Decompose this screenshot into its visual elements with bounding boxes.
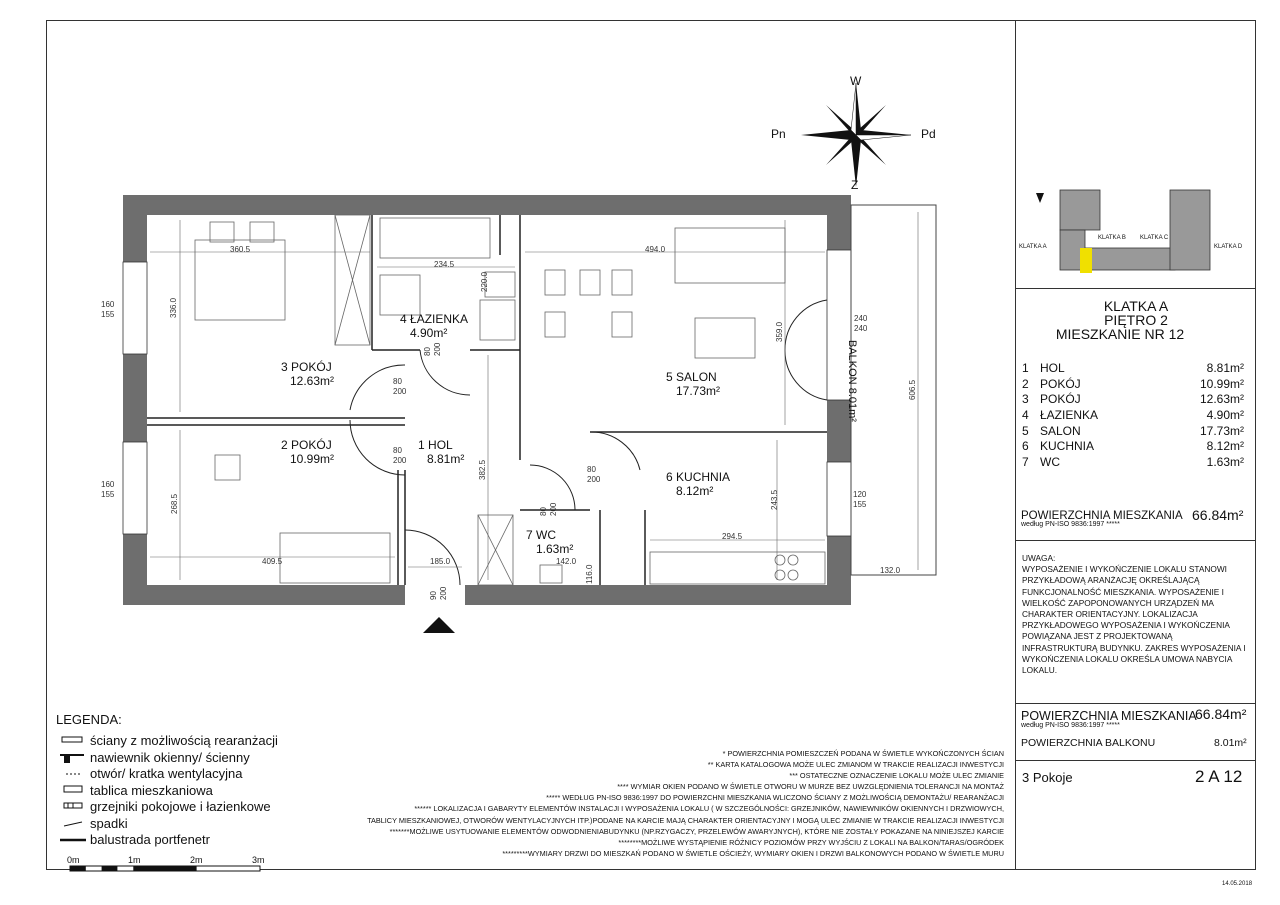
room-area-5: 17.73m²	[676, 384, 721, 398]
drawing-date: 14.05.2018	[1222, 881, 1253, 887]
legend-item: balustrada portfenetr	[56, 832, 278, 849]
scale-label: 0m	[67, 855, 80, 865]
footnote: *********WYMIARY DRZWI DO MIESZKAŃ PODANO W ŚWIETLE OŚCIEŻY, WYMIARY OKIEN I DRZWI BALKONOWYCH PODANO W ŚWIETLE MURU	[502, 848, 1004, 858]
footnote: *******MOŻLIWE USYTUOWANIE ELEMENTÓW ODWODNIENIABUDYNKU (NP.RZYGACZY, PRZELEWÓW AWARYJNYCH), KTÓRE NIE ZOSTAŁY POKAZANE NA NINIEJSZEJ KARCIE	[389, 826, 1004, 836]
room-label-6: 6 KUCHNIA	[666, 470, 731, 484]
key-plan-highlight	[1080, 248, 1092, 273]
dim-label: 160	[101, 480, 115, 489]
room-area-6: 8.12m²	[676, 484, 714, 498]
sidebar-klatka: KLATKA A	[1103, 298, 1169, 314]
room-area-1: 8.81m²	[427, 452, 465, 466]
footnote: ****** LOKALIZACJA I GABARYTY ELEMENTÓW INSTALACJI I WYPOSAŻENIA LOKALU ( W SZCZEGÓLNOŚCI: GRZEJNIKÓW, NAWIEWNIKÓW OKIENNYCH I DRZWIOWYCH,	[414, 804, 1004, 814]
dim-label: 268.5	[170, 493, 179, 514]
compass-south-label: Z	[851, 178, 859, 192]
dim-label: 200	[393, 456, 407, 465]
legend-item: otwór/ kratka wentylacyjna	[56, 766, 278, 783]
compass-icon	[801, 83, 911, 187]
dim-label: 234.5	[434, 260, 455, 269]
legend	[56, 712, 278, 849]
footnote: ** KARTA KATALOGOWA MOŻE ULEC ZMIANOM W TRAKCIE REALIZACJI INWESTYCJI	[707, 760, 1004, 770]
key-plan-label-c: KLATKA C	[1140, 235, 1169, 241]
rooms-table-row: 1 HOL 8.81m²	[1022, 360, 1244, 375]
rooms-table	[1022, 360, 1244, 470]
dim-label: 142.0	[556, 557, 577, 566]
legend-item: spadki	[56, 816, 278, 833]
scale-label: 2m	[190, 855, 203, 865]
sidebar-pietro: PIĘTRO 2	[1104, 312, 1168, 328]
dim-label: 200	[433, 342, 442, 356]
balcony-area-value: 8.01m²	[1214, 737, 1247, 749]
room-area-7: 1.63m²	[536, 542, 574, 556]
dim-label: 494.0	[645, 245, 666, 254]
dim-label: 220.0	[480, 271, 489, 292]
rooms-table-row: 2 POKÓJ 10.99m²	[1022, 376, 1244, 391]
total-area-label: POWIERZCHNIA MIESZKANIA	[1021, 510, 1183, 522]
dim-label: 200	[587, 475, 601, 484]
total-area-value: 66.84m²	[1192, 507, 1244, 523]
dim-label: 606.5	[908, 379, 917, 400]
dim-label: 200	[393, 387, 407, 396]
room-label-2: 2 POKÓJ	[281, 438, 332, 452]
trickle-vent-icon	[60, 750, 86, 766]
footnotes	[367, 748, 1004, 859]
balcony-label: BALKON 8.01m²	[846, 340, 858, 422]
rooms-table-row: 4 ŁAZIENKA 4.90m²	[1022, 407, 1244, 422]
dim-label: 200	[549, 502, 558, 516]
key-plan-label-a: KLATKA A	[1019, 244, 1047, 250]
balcony-area-label: POWIERZCHNIA BALKONU	[1021, 737, 1156, 749]
footnote: *** OSTATECZNE OZNACZENIE LOKALU MOŻE ULEC ZMIANIE	[789, 771, 1004, 781]
room-label-3: 3 POKÓJ	[281, 360, 332, 374]
key-plan-label-d: KLATKA D	[1214, 244, 1243, 250]
dim-label: 116.0	[585, 564, 594, 584]
dim-label: 409.5	[262, 557, 283, 566]
legend-item: grzejniki pokojowe i łazienkowe	[56, 799, 278, 816]
footnote: ********MOŻLIWE WYSTĄPIENIE RÓŻNICY POZIOMÓW PRZY WYJŚCIU Z LOKALI NA BALKON/TARAS/OGRÓDEK	[618, 837, 1004, 847]
dim-label: 243.5	[770, 489, 779, 510]
balustrade-icon	[60, 832, 86, 848]
compass-north-label: W	[850, 74, 862, 88]
vent-grille-icon	[60, 766, 86, 782]
key-north-arrow-icon	[1036, 193, 1044, 203]
key-plan-label-b: KLATKA B	[1098, 235, 1126, 241]
total-area-standard-2: według PN-ISO 9836:1997 *****	[1021, 722, 1120, 729]
rooms-table-row: 3 POKÓJ 12.63m²	[1022, 392, 1244, 407]
dim-label: 80	[393, 446, 402, 455]
footnote: TABLICY MIESZKANIOWEJ, OTWORÓW WENTYLACYJNYCH ITP.)PODANE NA KARCIE MAJĄ CHARAKTER ORIENTACYJNY I MOGĄ ULEC ZMIANIE W TRAKCIE REALIZACJI INWESTYCJI	[367, 815, 1004, 825]
compass-west-label: Pn	[771, 127, 786, 141]
dim-label: 80	[393, 377, 402, 386]
furniture	[195, 215, 825, 585]
dim-label: 382.5	[478, 459, 487, 480]
total-area-value-2: 66.84m²	[1195, 706, 1247, 722]
total-area-label-2: POWIERZCHNIA MIESZKANIA	[1021, 709, 1197, 723]
dim-label: 336.0	[169, 297, 178, 318]
notes-text: WYPOSAŻENIE I WYKOŃCZENIE LOKALU STANOWI PRZYKŁADOWĄ ARANŻACJĘ OKREŚLAJĄCĄ FUNKCJONALNOŚĆ MIESZKANIA. WYPOSAŻENIE I WIELKOŚĆ ZAPOPONOWANYCH URZĄDZEŃ MA CHARAKTER ORIENTACYJNY. LOKALIZACJA PRZYKŁADOWEGO WYPOSAŻENIA I WYKOŃCZENIA POWIĄZANA JEST Z PROJEKTOWANĄ INFRASTRUKTURĄ BUDYNKU. ZAKRES WYPOSAŻENIA I WYKOŃCZENIA LOKALU OKREŚLA UMOWA NABYCIA LOKALU.	[1022, 564, 1246, 676]
scale-bar	[70, 866, 260, 871]
dim-label: 120	[853, 490, 867, 499]
footnote: ***** WEDŁUG PN-ISO 9836:1997 DO POWIERZCHNI MIESZKANIA WLICZONO ŚCIANY Z MOŻLIWOŚCIĄ DEMONTAŻU/ REARANŻACJI	[546, 793, 1004, 803]
rooms-table-row: 5 SALON 17.73m²	[1022, 423, 1244, 438]
panel-board-icon	[60, 783, 86, 799]
dim-label: 155	[101, 490, 115, 499]
room-label-5: 5 SALON	[666, 370, 717, 384]
rooms-count: 3 Pokoje	[1022, 770, 1073, 785]
notes-block	[1022, 553, 1250, 676]
dim-label: 160	[101, 300, 115, 309]
room-area-4: 4.90m²	[410, 326, 448, 340]
legend-item: ściany z możliwością rearanżacji	[56, 733, 278, 750]
dim-label: 200	[439, 586, 448, 600]
apartment-code: 2 A 12	[1195, 767, 1243, 786]
legend-title: LEGENDA:	[56, 712, 122, 727]
room-area-3: 12.63m²	[290, 374, 335, 388]
dim-label: 294.5	[722, 532, 743, 541]
total-area-standard: według PN-ISO 9836:1997 *****	[1021, 521, 1120, 528]
radiator-icon	[60, 799, 86, 815]
footnote: * POWIERZCHNIA POMIESZCZEŃ PODANA W ŚWIETLE WYKOŃCZONYCH ŚCIAN	[722, 749, 1004, 758]
room-label-7: 7 WC	[526, 528, 557, 542]
sidebar-mieszkanie: MIESZKANIE NR 12	[1055, 326, 1185, 342]
dim-label: 90	[429, 591, 438, 600]
dim-label: 155	[853, 500, 867, 509]
dim-label: 80	[423, 347, 432, 356]
dim-label: 155	[101, 310, 115, 319]
legend-item: tablica mieszkaniowa	[56, 783, 278, 800]
key-plan	[1036, 190, 1210, 273]
slope-icon	[60, 816, 86, 832]
room-label-4: 4 ŁAZIENKA	[400, 312, 469, 326]
room-area-2: 10.99m²	[290, 452, 335, 466]
entrance-marker-icon	[423, 617, 455, 633]
dim-label: 80	[587, 465, 596, 474]
balcony	[851, 205, 936, 575]
dim-label: 185.0	[430, 557, 451, 566]
legend-item: nawiewnik okienny/ ścienny	[56, 750, 278, 767]
compass-east-label: Pd	[921, 127, 936, 141]
scale-label: 1m	[128, 855, 141, 865]
dim-label: 132.0	[880, 566, 901, 575]
notes-title: UWAGA:	[1022, 553, 1056, 563]
rooms-table-row: 6 KUCHNIA 8.12m²	[1022, 439, 1244, 454]
rooms-table-row: 7 WC 1.63m²	[1022, 454, 1244, 469]
exterior-walls	[123, 195, 851, 605]
interior-walls	[147, 215, 827, 585]
dim-label: 240	[854, 324, 868, 333]
dim-label: 240	[854, 314, 868, 323]
dim-label: 360.5	[230, 245, 251, 254]
dim-label: 359.0	[775, 321, 784, 342]
room-label-1: 1 HOL	[418, 438, 453, 452]
footnote: **** WYMIAR OKIEN PODANO W ŚWIETLE OTWORU W MURZE BEZ UWZGLĘDNIENIA TOLERANCJI NA MONTAŻ	[617, 782, 1004, 792]
scale-label: 3m	[252, 855, 265, 865]
dim-label: 80	[539, 507, 548, 516]
movable-wall-icon	[60, 733, 86, 749]
